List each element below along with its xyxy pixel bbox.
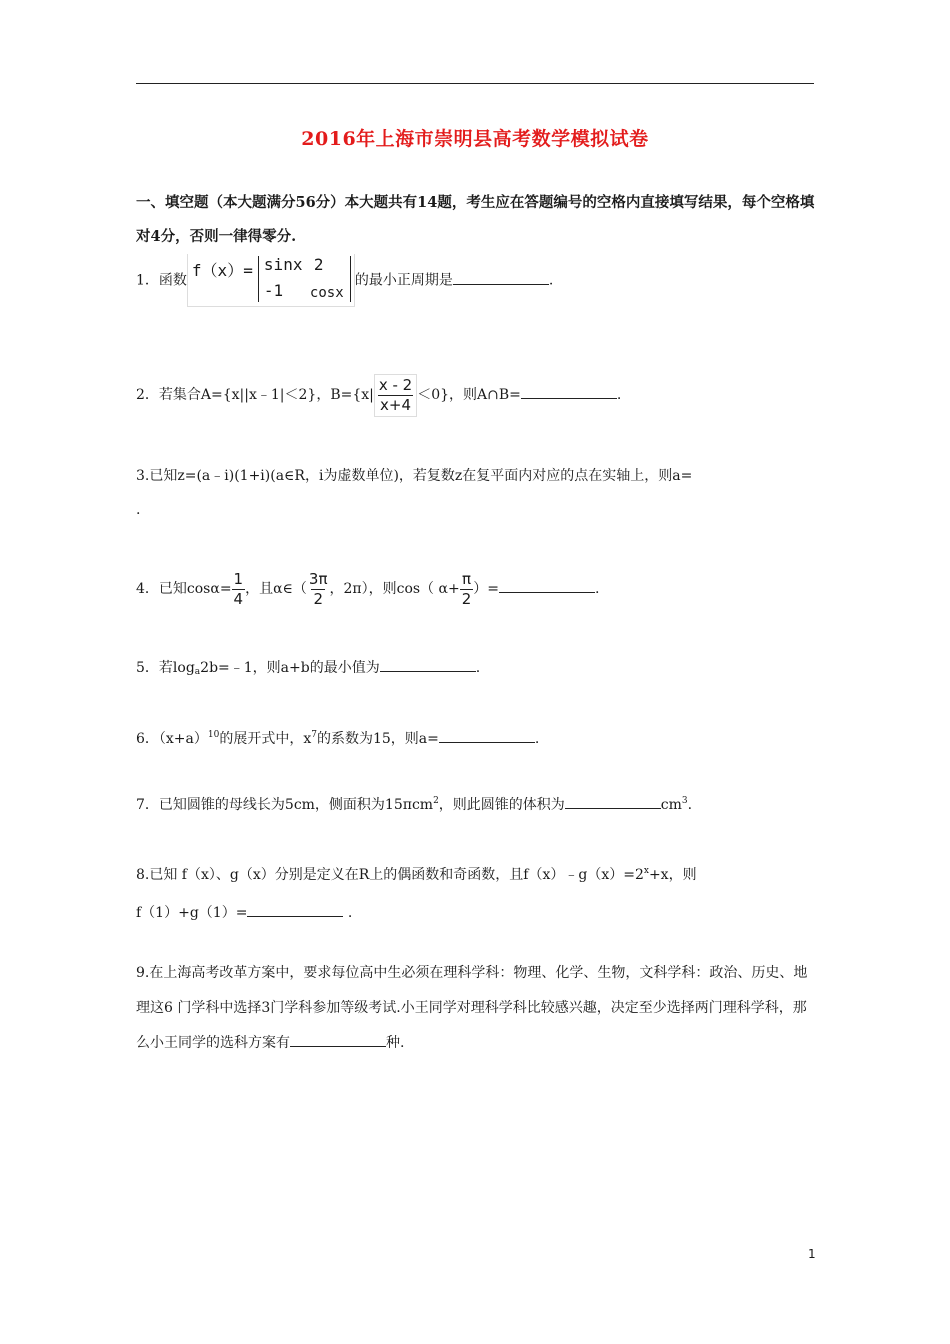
q7-volume-unit-exp: 3 — [681, 796, 688, 806]
q8-line1-suffix: +x，则 — [648, 867, 697, 883]
answer-blank-4[interactable] — [499, 578, 595, 593]
q7-end: . — [687, 797, 693, 813]
q2-suffix: ＜0}，则A∩B= — [417, 387, 521, 403]
q7-mid: ，则此圆锥的体积为 — [438, 797, 565, 813]
top-rule — [136, 83, 814, 84]
q6-end: . — [534, 731, 540, 747]
question-3 — [136, 458, 816, 528]
question-1 — [136, 254, 816, 307]
question-7 — [136, 785, 816, 821]
q1-prefix: 1．函数 — [136, 272, 187, 289]
answer-blank-2[interactable] — [521, 384, 617, 399]
q4-den-1: 4 — [233, 589, 244, 608]
q4-num-1: 1 — [233, 569, 244, 588]
question-8 — [136, 852, 816, 932]
answer-blank-7[interactable] — [565, 794, 661, 809]
page-number: 1 — [808, 1247, 816, 1261]
question-2 — [136, 372, 816, 418]
q1-formula-image — [187, 254, 355, 307]
q8-line2-text: f（1）+g（1）= — [136, 905, 248, 921]
q3-line2: . — [136, 502, 141, 518]
q6-prefix: 6．（x+a） — [136, 731, 208, 747]
q1-fx: f（x）= — [191, 261, 253, 280]
q4-mid-1: ，且α∈（ — [245, 581, 307, 597]
q3-line1: 3.已知z=(a﹣i)(1+i)(a∈R，i为虚数单位)，若复数z在复平面内对应的点在实轴上，则a= — [136, 468, 693, 484]
q1-m22: cosx — [309, 285, 344, 301]
q1-m11: sinx — [263, 255, 303, 274]
q8-line1 — [136, 852, 816, 894]
q4-mid-2: ，2π），则cos（ α+ — [329, 581, 460, 597]
q4-fraction-2 — [307, 570, 330, 609]
q4-num-3: π — [461, 569, 471, 588]
q9-text: 9.在上海高考改革方案中，要求每位高中生必须在理科学科：物理、化学、生物，文科学科：政治、历史、地理这6 门学科中选择3门学科参加等级考试.小王同学对理科学科比较感兴趣，决定至少选择两门理科学科，那么小王同学的选科方案有 — [136, 965, 808, 1051]
q9-end: 种. — [386, 1035, 405, 1051]
q4-end: . — [594, 581, 600, 597]
q6-power: 7 — [311, 730, 317, 740]
q8-line2 — [136, 894, 816, 932]
q5-prefix: 5．若log — [136, 660, 195, 676]
answer-blank-6[interactable] — [439, 728, 535, 743]
q1-end: . — [548, 272, 554, 289]
q1-det-right-bar — [350, 256, 351, 302]
q2-numerator: x - 2 — [378, 375, 413, 394]
q5-log-base: a — [194, 667, 201, 677]
q6-suffix: 的系数为15，则a= — [316, 731, 439, 747]
q8-exponent: x — [643, 866, 649, 876]
q4-fraction-3 — [460, 570, 474, 609]
q2-denominator: x+4 — [380, 395, 412, 414]
q1-m21: -1 — [263, 281, 284, 300]
question-4 — [136, 564, 816, 614]
q2-prefix: 2．若集合A={x||x﹣1|＜2}，B={x| — [136, 387, 374, 403]
q1-m12: 2 — [313, 255, 324, 274]
question-9 — [136, 956, 816, 1061]
q2-fraction — [374, 374, 417, 417]
q7-prefix: 7．已知圆锥的母线长为5cm，侧面积为15πcm — [136, 797, 434, 813]
q2-end: . — [616, 387, 622, 403]
q1-det-left-bar — [258, 256, 259, 302]
q4-den-3: 2 — [461, 589, 472, 608]
q4-prefix: 4．已知cosα= — [136, 581, 232, 597]
page-title: 2016年上海市崇明县高考数学模拟试卷 — [301, 128, 649, 150]
q7-unit: cm — [660, 797, 682, 813]
section-instructions: 一、填空题（本大题满分56分）本大题共有14题，考生应在答题编号的空格内直接填写结果，每个空格填对4分，否则一律得零分. — [136, 194, 815, 245]
q4-suffix: ）= — [473, 581, 499, 597]
q5-text: 2b=﹣1，则a+b的最小值为 — [200, 660, 380, 676]
question-5 — [136, 652, 816, 688]
q5-end: . — [475, 660, 481, 676]
answer-blank-9[interactable] — [290, 1032, 386, 1047]
q8-line1-prefix: 8.已知 f（x）、g（x）分别是定义在R上的偶函数和奇函数，且f（x）﹣g（x）=2 — [136, 867, 644, 883]
q4-den-2: 2 — [313, 589, 323, 608]
q4-num-2: 3π — [308, 569, 328, 588]
q6-mid: 的展开式中，x — [219, 731, 312, 747]
q6-exponent: 10 — [207, 730, 220, 740]
question-6 — [136, 719, 816, 755]
answer-blank-1[interactable] — [453, 270, 549, 285]
q7-area-unit-exp: 2 — [433, 796, 439, 806]
q4-fraction-1 — [232, 570, 246, 609]
q8-end: . — [347, 905, 353, 921]
answer-blank-8[interactable] — [247, 902, 343, 917]
q1-suffix: 的最小正周期是 — [354, 272, 453, 289]
answer-blank-5[interactable] — [380, 657, 476, 672]
